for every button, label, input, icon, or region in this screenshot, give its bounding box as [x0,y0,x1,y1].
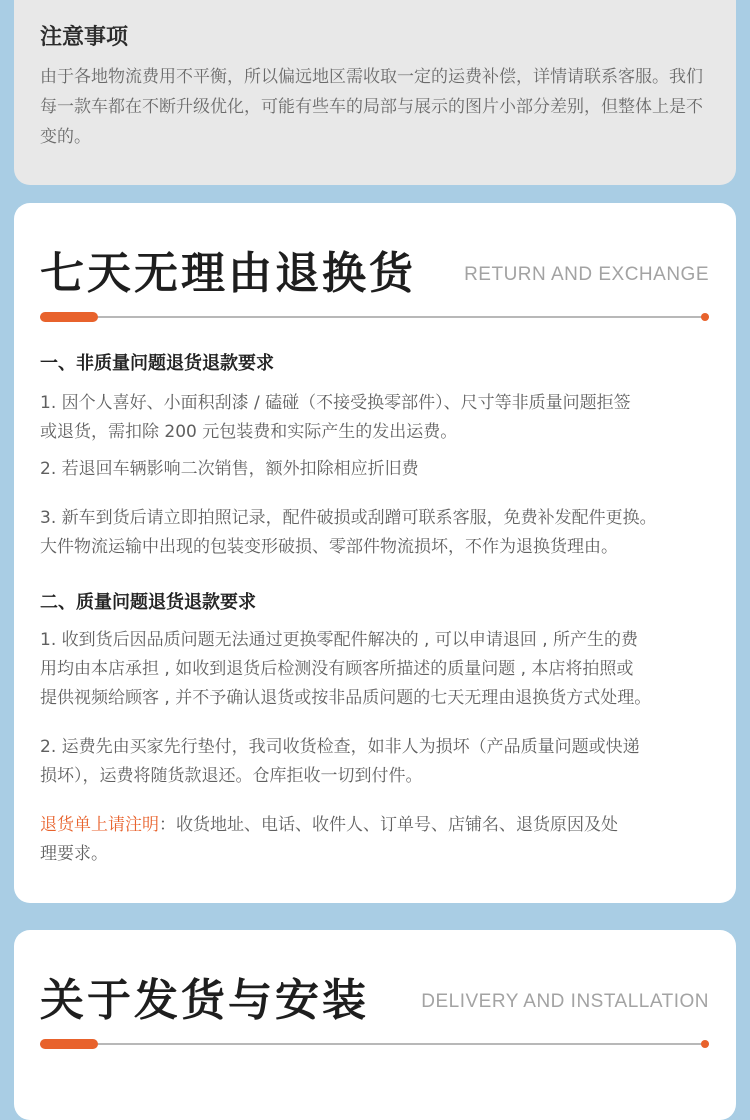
return-title: 七天无理由退换货 [40,248,416,299]
non-quality-item-1: 1. 因个人喜好、小面积刮漆 / 磕碰（不接受换零部件）、尺寸等非质量问题拒签 或退货，需扣除 200 元包装费和实际产生的发出运费。 [40,393,631,442]
notice-text: 由于各地物流费用不平衡，所以偏远地区需收取一定的运费补偿，详情请联系客服。我们每一款车都在不断升级优化，可能有些车的局部与展示的图片小部分差别，但整体上是不变的。 [40,67,703,147]
divider-accent-dot [701,1040,709,1048]
section-divider [40,1039,709,1049]
return-note-text: ：收货地址、电话、收件人、订单号、店铺名、退货原因及处 理要求。 [40,815,618,864]
return-exchange-card [14,203,736,903]
quality-item-2: 2. 运费先由买家先行垫付，我司收货检查，如非人为损坏（产品质量问题或快递 损坏），运费将随货款退还。仓库拒收一切到付件。 [40,737,640,786]
return-note-label: 退货单上请注明 [40,815,159,835]
non-quality-heading: 一、非质量问题退货退款要求 [40,353,274,374]
notice-title: 注意事项 [40,25,129,50]
return-policy-body [40,349,736,869]
divider-accent-pill [40,1039,98,1049]
divider-accent-pill [40,312,98,322]
delivery-title: 关于发货与安装 [40,975,369,1026]
divider-line [40,1043,709,1045]
divider-accent-dot [701,313,709,321]
quality-item-1: 1. 收到货后因品质问题无法通过更换零配件解决的 , 可以申请退回 , 所产生的费 用均由本店承担 , 如收到退货后检测没有顾客所描述的质量问题 , 本店将拍照或 提供视频给顾客 , 并不予确认退货或按非品质问题的七天无理由退换货方式处理。 [40,630,652,708]
quality-heading: 二、质量问题退货退款要求 [40,592,256,613]
notice-card [14,0,736,185]
non-quality-item-2: 2. 若退回车辆影响二次销售，额外扣除相应折旧费 [40,459,419,479]
section-divider [40,312,709,322]
delivery-title-en: DELIVERY AND INSTALLATION [421,991,709,1012]
divider-line [40,316,709,318]
non-quality-item-3: 3. 新车到货后请立即拍照记录，配件破损或刮蹭可联系客服，免费补发配件更换。 大件物流运输中出现的包装变形破损、零部件物流损坏，不作为退换货理由。 [40,508,657,557]
delivery-installation-card [14,930,736,1120]
return-title-en: RETURN AND EXCHANGE [464,264,709,285]
return-note [40,811,736,869]
